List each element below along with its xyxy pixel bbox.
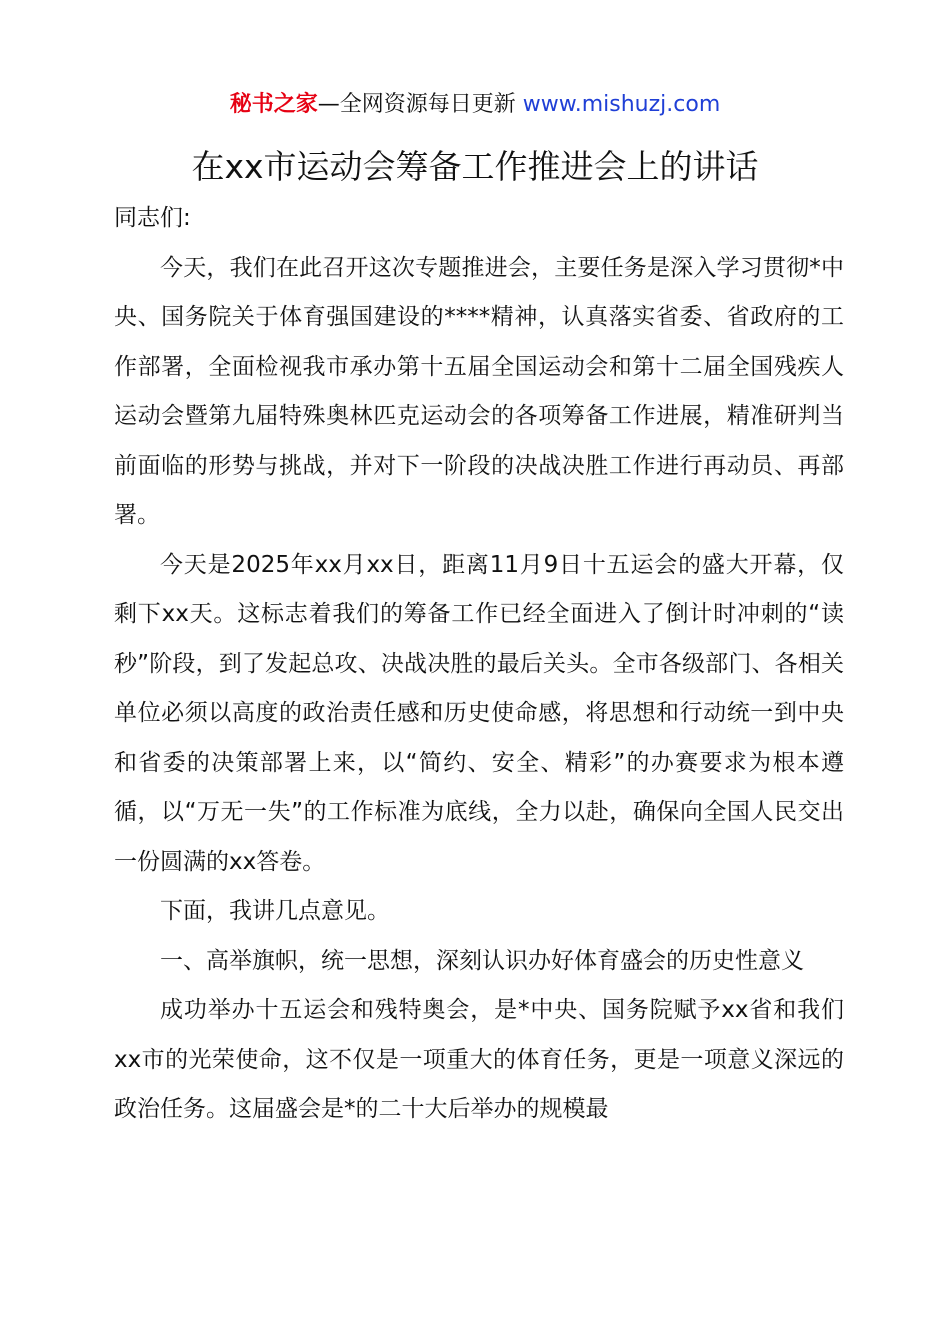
header-slogan: —全网资源每日更新 [317,92,516,117]
document-title: 在xx市运动会筹备工作推进会上的讲话 [191,147,759,186]
site-header [0,88,950,122]
paragraph-opening: 今天，我们在此召开这次专题推进会，主要任务是深入学习贯彻*中央、国务院关于体育强国建设的****精神，认真落实省委、省政府的工作部署，全面检视我市承办第十五届全国运动会和第十二届全国残疾人运动会暨第九届特殊奥林匹克运动会的各项筹备工作进展，精准研判当前面临的形势与挑战，并对下一阶段的决战决胜工作进行再动员、再部署。 [114,254,844,528]
site-url-link[interactable]: www.mishuzj.com [522,92,721,117]
section-heading-1: 一、高举旗帜，统一思想，深刻认识办好体育盛会的历史性意义 [160,947,804,974]
salutation: 同志们: [114,205,191,231]
paragraph-significance: 成功举办十五运会和残特奥会，是*中央、国务院赋予xx省和我们xx市的光荣使命，这不仅是一项重大的体育任务，更是一项意义深远的政治任务。这届盛会是*的二十大后举办的规模最 [114,997,844,1122]
paragraph-transition: 下面，我讲几点意见。 [160,898,390,924]
document-body [114,194,844,1135]
paragraph-countdown: 今天是2025年xx月xx日，距离11月9日十五运会的盛大开幕，仅剩下xx天。这标志着我们的筹备工作已经全面进入了倒计时冲刺的“读秒”阶段，到了发起总攻、决战决胜的最后关头。全市各级部门、各相关单位必须以高度的政治责任感和历史使命感，将思想和行动统一到中央和省委的决策部署上来，以“简约、安全、精彩”的办赛要求为根本遵循，以“万无一失”的工作标准为底线，全力以赴，确保向全国人民交出一份圆满的xx答卷。 [114,551,844,875]
brand-name: 秘书之家 [229,92,318,117]
